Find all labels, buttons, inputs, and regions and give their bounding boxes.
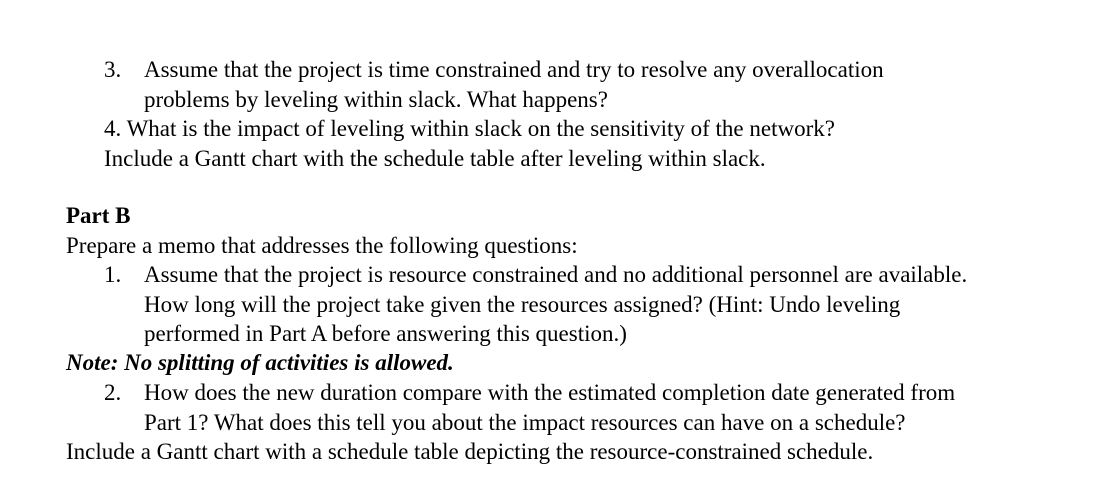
part-b-heading: Part B [66, 203, 131, 228]
part-b-question-2-line-1 [104, 379, 956, 407]
part-b-question-1-line-3: performed in Part A before answering this question.) [144, 321, 627, 346]
part-b-question-1-text: Assume that the project is resource constrained and no additional personnel are available. [144, 262, 968, 287]
question-3-line-1 [104, 56, 884, 84]
part-a-gantt-instruction: Include a Gantt chart with the schedule table after leveling within slack. [104, 146, 766, 171]
question-3-line-2: problems by leveling within slack. What happens? [144, 87, 608, 112]
question-3-text: Assume that the project is time constrained and try to resolve any overallocation [144, 57, 884, 82]
part-b-question-2-text: How does the new duration compare with the estimated completion date generated from [144, 380, 956, 405]
part-b-question-1-number: 1. [104, 262, 122, 287]
part-b-note: Note: No splitting of activities is allowed. [66, 350, 454, 375]
part-b-question-1-line-2: How long will the project take given the resources assigned? (Hint: Undo leveling [144, 292, 901, 317]
part-b-question-2-number: 2. [104, 380, 122, 405]
part-b-question-1-line-1 [104, 261, 968, 289]
part-b-question-2-line-2: Part 1? What does this tell you about the impact resources can have on a schedule? [144, 410, 906, 435]
question-3-number: 3. [104, 57, 122, 82]
part-b-gantt-instruction: Include a Gantt chart with a schedule table depicting the resource-constrained schedule. [66, 439, 874, 464]
question-4: 4. What is the impact of leveling within slack on the sensitivity of the network? [104, 116, 835, 141]
part-b-intro: Prepare a memo that addresses the following questions: [66, 233, 578, 258]
